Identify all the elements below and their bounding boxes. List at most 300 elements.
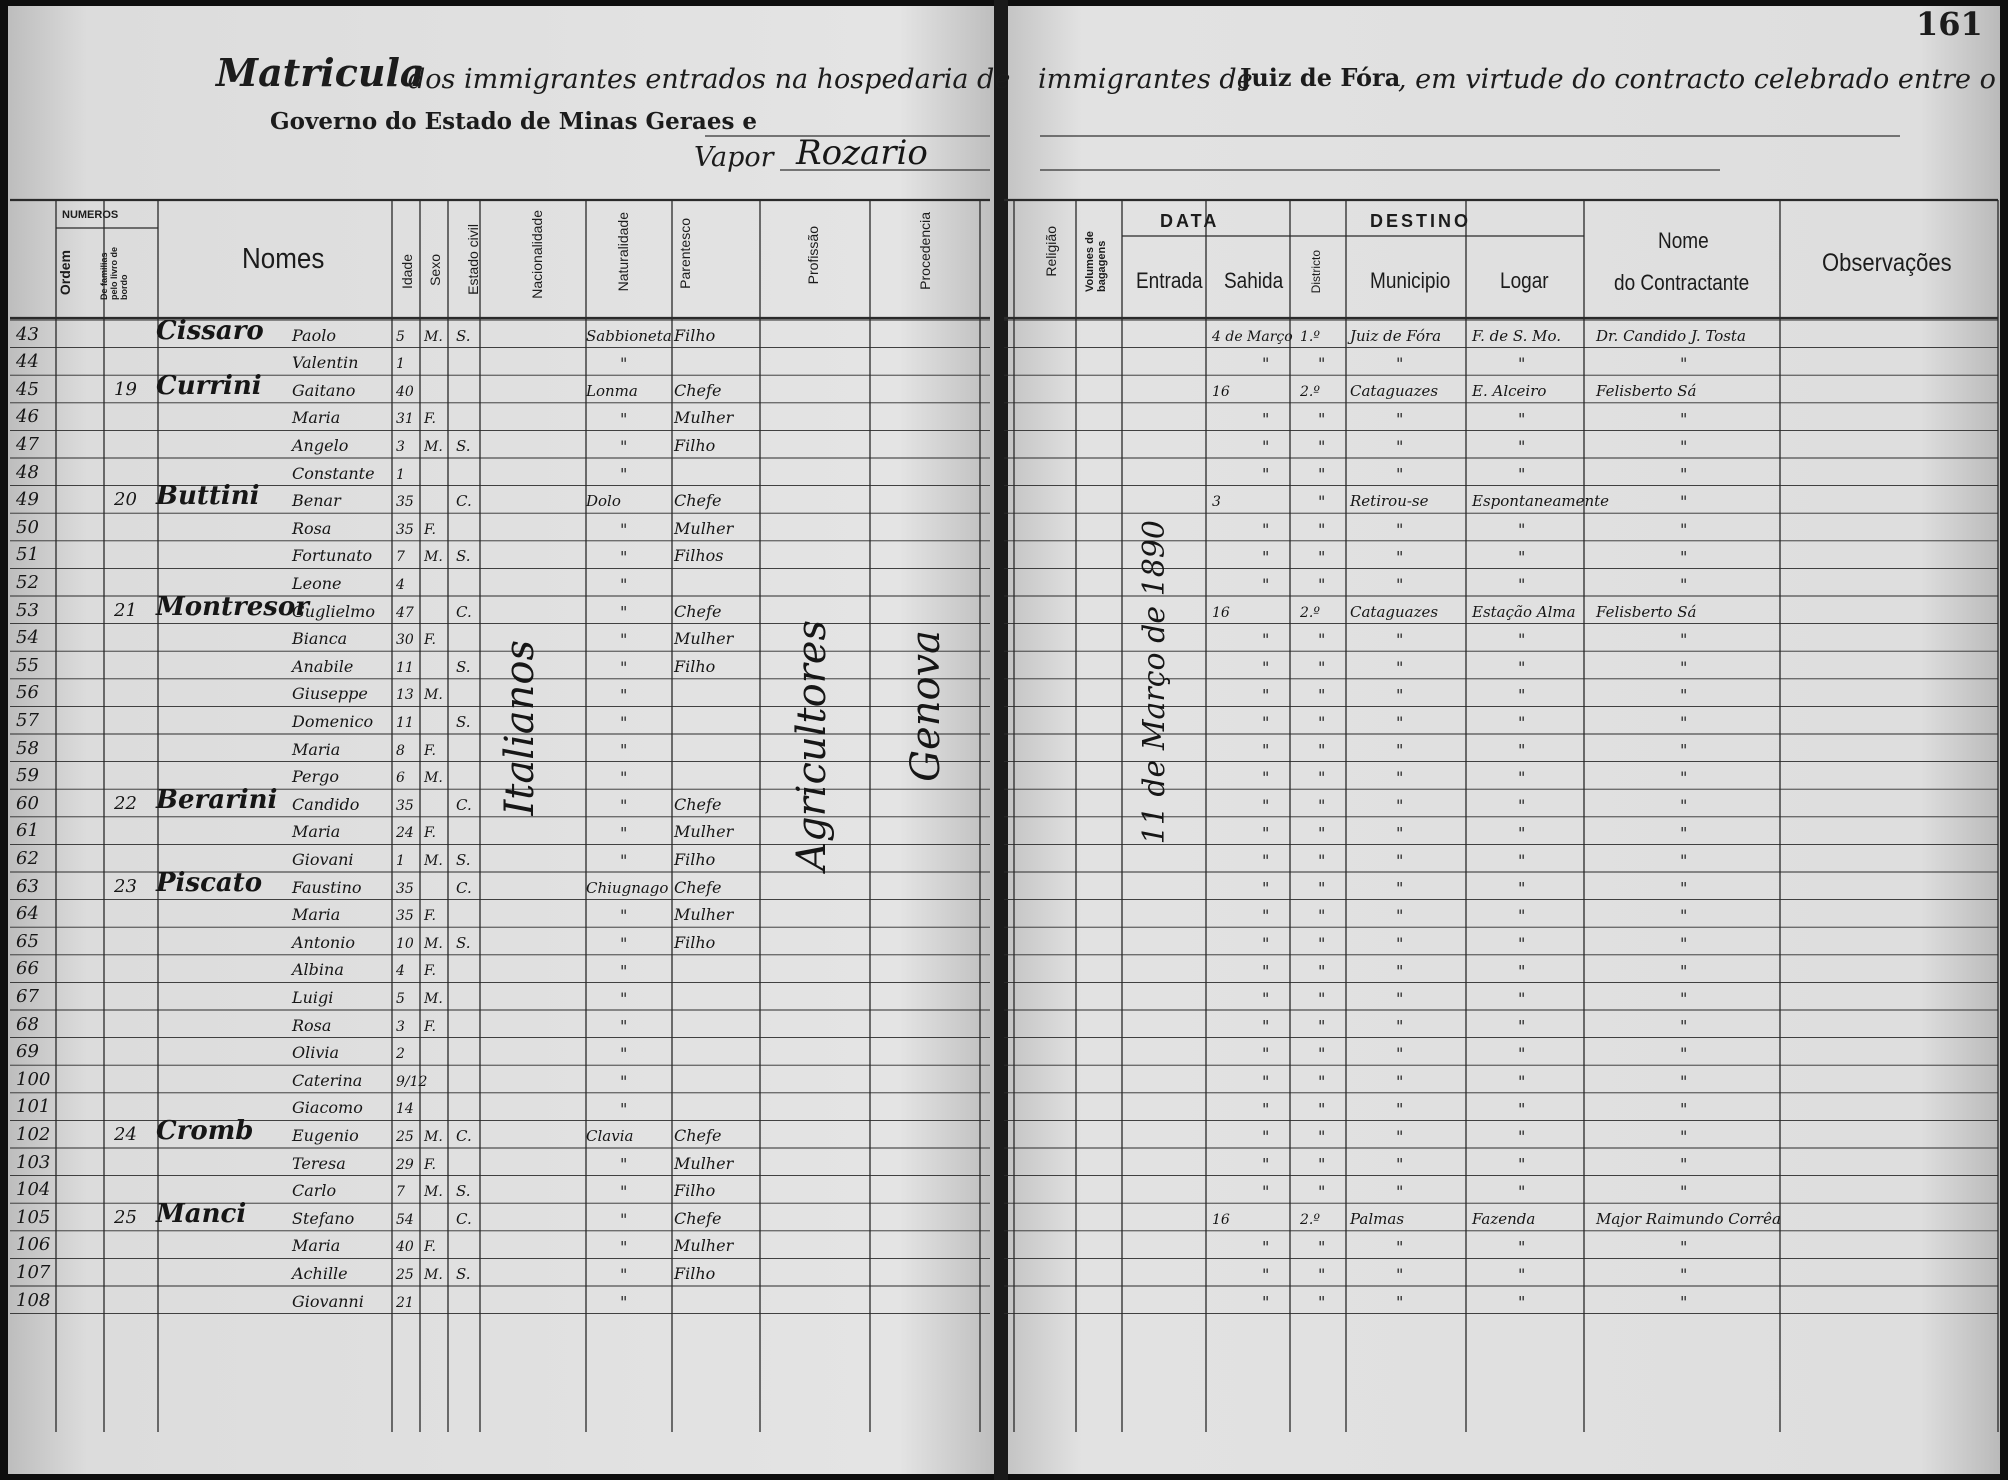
ditto-mark: "	[1518, 851, 1526, 870]
ditto-mark: "	[1318, 768, 1326, 788]
row-ordem: 105	[16, 1206, 51, 1228]
ditto-mark: "	[1262, 1292, 1270, 1312]
ditto-mark: "	[1518, 989, 1526, 1008]
ditto-mark: "	[620, 602, 628, 622]
header-nacionalidade: Nacionalidade	[529, 210, 545, 299]
row-ordem: 50	[16, 516, 39, 538]
row-idade: 1	[396, 853, 405, 869]
row-nome: Maria	[292, 739, 341, 759]
row-nome: Teresa	[292, 1153, 346, 1173]
row-parentesco: Filho	[674, 656, 716, 676]
ditto-mark: "	[1680, 768, 1688, 788]
row-estado: C.	[456, 492, 472, 511]
ditto-mark: "	[1518, 409, 1526, 429]
note-entrada: 11 de Março de 1890	[1137, 520, 1172, 845]
ditto-mark: "	[1262, 933, 1270, 953]
ditto-mark: "	[1262, 768, 1270, 788]
row-contractante: Dr. Candido J. Tosta	[1596, 326, 1746, 345]
ditto-mark: "	[1518, 437, 1526, 456]
ditto-mark: "	[1262, 851, 1270, 870]
row-parentesco: Chefe	[674, 877, 722, 897]
ditto-mark: "	[1318, 464, 1326, 484]
row-nome: Giovani	[292, 850, 354, 869]
row-ordem: 103	[16, 1151, 51, 1173]
ditto-mark: "	[1396, 823, 1404, 843]
row-parentesco: Mulher	[674, 629, 734, 649]
row-idade: 10	[396, 935, 414, 952]
row-ordem: 43	[16, 323, 39, 345]
ditto-mark: "	[1680, 464, 1688, 484]
row-parentesco: Filho	[674, 325, 716, 345]
row-nome: Valentin	[292, 353, 359, 373]
row-nome: Maria	[292, 1236, 341, 1256]
ditto-mark: "	[1396, 1265, 1404, 1284]
ditto-mark: "	[1680, 1127, 1688, 1146]
note-profissao: Agricultores	[789, 620, 835, 871]
row-estado: S.	[456, 1265, 471, 1283]
row-ordem: 47	[16, 434, 39, 455]
row-contractante: Major Raimundo Corrêa	[1596, 1209, 1781, 1228]
ditto-mark: "	[1262, 1127, 1270, 1146]
ditto-mark: "	[1396, 1016, 1404, 1036]
ditto-mark: "	[620, 1292, 628, 1312]
ditto-mark: "	[1262, 547, 1270, 567]
row-ordem: 102	[16, 1124, 51, 1145]
row-sexo: M.	[424, 991, 443, 1007]
ditto-mark: "	[1396, 740, 1404, 760]
ditto-mark: "	[1396, 575, 1404, 594]
row-idade: 5	[396, 991, 405, 1007]
ditto-mark: "	[1262, 713, 1270, 732]
ditto-mark: "	[1680, 1154, 1688, 1174]
ditto-mark: "	[1262, 575, 1270, 594]
row-sexo: M.	[424, 328, 443, 345]
row-parentesco: Mulher	[674, 1236, 734, 1256]
row-ordem: 44	[16, 351, 39, 373]
row-parentesco: Filho	[674, 436, 716, 455]
ditto-mark: "	[1396, 464, 1404, 484]
ditto-mark: "	[1518, 657, 1526, 677]
row-familia: 23	[114, 875, 137, 897]
ditto-mark: "	[1318, 851, 1326, 870]
note-procedencia: Genova	[903, 630, 949, 782]
ditto-mark: "	[1396, 713, 1404, 732]
row-familia: 25	[114, 1206, 137, 1228]
row-parentesco: Filho	[674, 1264, 716, 1283]
header-nome: Nome	[1658, 229, 1709, 254]
row-naturalidade: Sabbioneta	[586, 326, 672, 345]
row-estado: C.	[456, 878, 472, 897]
row-ordem: 53	[16, 599, 39, 621]
row-ordem: 49	[16, 489, 39, 511]
ditto-mark: "	[1262, 1265, 1270, 1284]
ditto-mark: "	[1518, 464, 1526, 484]
row-nome: Bianca	[292, 629, 348, 649]
ditto-mark: "	[1396, 685, 1404, 705]
row-nome: Stefano	[292, 1208, 355, 1228]
header-volumes: Volumes de bagagens	[1084, 231, 1109, 292]
row-sobrenome: Currini	[156, 370, 262, 401]
row-parentesco: Mulher	[674, 905, 734, 925]
ditto-mark: "	[620, 437, 628, 456]
header-observacoes: Observações	[1822, 248, 1952, 277]
row-idade: 5	[396, 328, 405, 345]
ditto-mark: "	[1396, 1154, 1404, 1174]
row-ordem: 65	[16, 930, 39, 952]
row-familia: 20	[114, 489, 137, 511]
row-familia: 19	[114, 378, 137, 400]
row-nome: Guglielmo	[292, 601, 375, 621]
row-idade: 7	[396, 1184, 405, 1201]
ditto-mark: "	[1318, 1237, 1326, 1257]
row-estado: C.	[456, 1127, 472, 1145]
header-profissao: Profissão	[805, 226, 821, 285]
ditto-mark: "	[1318, 1292, 1326, 1312]
row-estado: S.	[456, 437, 471, 455]
ditto-mark: "	[1262, 354, 1270, 374]
row-nome: Rosa	[292, 1015, 332, 1035]
ditto-mark: "	[620, 685, 628, 705]
ditto-mark: "	[620, 1154, 628, 1174]
row-nome: Maria	[292, 905, 341, 925]
ditto-mark: "	[1396, 851, 1404, 870]
ditto-mark: "	[1318, 492, 1326, 512]
ditto-mark: "	[1318, 685, 1326, 705]
ditto-mark: "	[1518, 685, 1526, 705]
row-ordem: 56	[16, 682, 39, 704]
row-nome: Albina	[292, 960, 344, 980]
row-sexo: M.	[424, 1267, 443, 1283]
ditto-mark: "	[1680, 685, 1688, 705]
row-ordem: 57	[16, 710, 39, 731]
header-nomes: Nomes	[242, 241, 325, 275]
row-ordem: 54	[16, 627, 39, 649]
ditto-mark: "	[1262, 989, 1270, 1008]
row-idade: 11	[396, 715, 414, 731]
ditto-mark: "	[1680, 519, 1688, 539]
header-sahida: Sahida	[1224, 269, 1284, 294]
row-idade: 4	[396, 963, 405, 980]
row-ordem: 66	[16, 958, 39, 980]
ditto-mark: "	[1318, 547, 1326, 567]
ditto-mark: "	[620, 795, 628, 815]
row-parentesco: Filho	[674, 932, 716, 952]
ditto-mark: "	[1680, 437, 1688, 456]
header-parentesco: Parentesco	[677, 218, 693, 289]
ditto-mark: "	[1518, 795, 1526, 815]
title-governo: Governo do Estado de Minas Geraes e	[270, 108, 758, 135]
row-familia: 24	[114, 1124, 137, 1145]
row-nome: Carlo	[292, 1181, 337, 1201]
ditto-mark: "	[620, 823, 628, 843]
row-districto: 1.º	[1300, 328, 1320, 345]
row-sexo: M.	[424, 1184, 443, 1201]
row-parentesco: Chefe	[674, 794, 722, 814]
ditto-mark: "	[1396, 547, 1404, 567]
header-estado-civil: Estado civil	[465, 224, 481, 295]
row-nome: Giuseppe	[292, 684, 368, 704]
ditto-mark: "	[1518, 1265, 1526, 1284]
row-idade: 7	[396, 549, 405, 566]
row-estado: C.	[456, 795, 472, 814]
row-nome: Paolo	[292, 325, 336, 345]
ditto-mark: "	[620, 1099, 628, 1119]
row-idade: 1	[396, 356, 405, 373]
row-sexo: M.	[424, 935, 443, 952]
row-municipio: Juiz de Fóra	[1350, 326, 1442, 345]
row-idade: 35	[396, 908, 414, 925]
row-ordem: 67	[16, 986, 39, 1007]
row-estado: S.	[456, 326, 471, 345]
ditto-mark: "	[1518, 519, 1526, 539]
row-ordem: 60	[16, 792, 39, 814]
ditto-mark: "	[1318, 354, 1326, 374]
row-parentesco: Chefe	[674, 601, 722, 621]
header-sexo: Sexo	[427, 254, 443, 286]
row-parentesco: Filho	[674, 850, 716, 869]
ditto-mark: "	[620, 713, 628, 732]
row-idade: 35	[396, 880, 414, 897]
row-nome: Giovanni	[292, 1291, 364, 1311]
ditto-mark: "	[1396, 795, 1404, 815]
row-districto: 2.º	[1300, 383, 1320, 400]
row-sobrenome: Cissaro	[156, 315, 264, 346]
title-matricula: Matricula	[216, 50, 425, 95]
ditto-mark: "	[620, 1182, 628, 1202]
row-idade: 8	[396, 742, 405, 759]
row-ordem: 58	[16, 737, 39, 759]
row-idade: 4	[396, 577, 405, 593]
row-idade: 30	[396, 632, 414, 649]
ditto-mark: "	[1318, 1071, 1326, 1091]
ditto-mark: "	[620, 933, 628, 953]
title-place: Juiz de Fóra	[1240, 63, 1401, 92]
ditto-mark: "	[620, 409, 628, 429]
ditto-mark: "	[1262, 878, 1270, 898]
ditto-mark: "	[1262, 685, 1270, 705]
ditto-mark: "	[1680, 1182, 1688, 1202]
row-nome: Benar	[292, 491, 341, 511]
ditto-mark: "	[1396, 768, 1404, 788]
page-number: 161	[1916, 5, 1983, 43]
ditto-mark: "	[1318, 795, 1326, 815]
row-sexo: M.	[424, 853, 443, 869]
header-contractante: do Contractante	[1614, 271, 1750, 296]
row-districto: 2.º	[1300, 604, 1320, 621]
ditto-mark: "	[620, 547, 628, 567]
row-municipio: Palmas	[1350, 1209, 1405, 1228]
ditto-mark: "	[1518, 1127, 1526, 1146]
ditto-mark: "	[1262, 1099, 1270, 1119]
header-familias: De familias pelo livro de bordo	[99, 246, 129, 300]
row-idade: 25	[396, 1129, 414, 1145]
ditto-mark: "	[1396, 878, 1404, 898]
ditto-mark: "	[1518, 575, 1526, 594]
ditto-mark: "	[1396, 1182, 1404, 1202]
title-right-text-2: , em virtude do contracto celebrado entre o	[1398, 64, 1996, 95]
ditto-mark: "	[1396, 933, 1404, 953]
row-sahida: 16	[1212, 604, 1230, 621]
row-ordem: 51	[16, 544, 39, 566]
row-municipio: Cataguazes	[1350, 381, 1439, 400]
row-estado: S.	[456, 547, 471, 566]
ditto-mark: "	[1396, 1071, 1404, 1091]
ditto-mark: "	[1680, 354, 1688, 374]
ditto-mark: "	[1318, 961, 1326, 981]
row-idade: 3	[396, 1018, 405, 1035]
ditto-mark: "	[1318, 823, 1326, 843]
row-sahida: 4 de Março	[1212, 328, 1293, 345]
row-idade: 6	[396, 770, 405, 787]
ditto-mark: "	[1518, 1016, 1526, 1036]
row-nome: Caterina	[292, 1070, 363, 1090]
ditto-mark: "	[1262, 464, 1270, 484]
row-naturalidade: Dolo	[586, 492, 621, 511]
row-naturalidade: Chiugnago	[586, 878, 669, 897]
ditto-mark: "	[1318, 1154, 1326, 1174]
row-nome: Antonio	[292, 932, 355, 952]
row-sobrenome: Montresor	[156, 591, 309, 622]
ditto-mark: "	[1396, 437, 1404, 456]
ditto-mark: "	[1518, 878, 1526, 898]
row-municipio: Cataguazes	[1350, 602, 1439, 621]
row-idade: 2	[396, 1046, 405, 1063]
row-nome: Olivia	[292, 1043, 340, 1063]
ditto-mark: "	[1680, 1044, 1688, 1064]
ditto-mark: "	[1396, 519, 1404, 539]
row-sexo: F.	[424, 742, 436, 759]
ditto-mark: "	[620, 657, 628, 677]
row-idade: 35	[396, 797, 414, 814]
row-nome: Pergo	[292, 767, 340, 787]
ditto-mark: "	[1396, 1292, 1404, 1312]
row-sexo: F.	[424, 1018, 436, 1035]
ditto-mark: "	[1396, 1127, 1404, 1146]
ditto-mark: "	[1680, 713, 1688, 732]
row-ordem: 45	[16, 378, 39, 400]
ditto-mark: "	[1262, 823, 1270, 843]
ditto-mark: "	[1680, 795, 1688, 815]
ditto-mark: "	[620, 740, 628, 760]
row-sobrenome: Manci	[156, 1198, 247, 1229]
row-sahida: 16	[1212, 383, 1230, 400]
ditto-mark: "	[1262, 1044, 1270, 1064]
ditto-mark: "	[620, 354, 628, 374]
ditto-mark: "	[620, 1237, 628, 1257]
ditto-mark: "	[1318, 519, 1326, 539]
ditto-mark: "	[1396, 989, 1404, 1008]
ditto-mark: "	[1396, 630, 1404, 650]
ditto-mark: "	[1680, 657, 1688, 677]
row-idade: 40	[396, 1239, 414, 1256]
ditto-mark: "	[1318, 1127, 1326, 1146]
ditto-mark: "	[1518, 823, 1526, 843]
vapor-name: Rozario	[796, 133, 928, 173]
row-parentesco: Filhos	[674, 546, 724, 566]
ditto-mark: "	[1262, 906, 1270, 926]
row-idade: 31	[396, 411, 414, 428]
ditto-mark: "	[1262, 1182, 1270, 1202]
row-naturalidade: Lonma	[586, 381, 638, 400]
ditto-mark: "	[1318, 740, 1326, 760]
ditto-mark: "	[1680, 547, 1688, 567]
ditto-mark: "	[1518, 768, 1526, 788]
ditto-mark: "	[1318, 933, 1326, 953]
ditto-mark: "	[1680, 492, 1688, 512]
ditto-mark: "	[1518, 1182, 1526, 1202]
row-ordem: 69	[16, 1041, 39, 1063]
ditto-mark: "	[1396, 657, 1404, 677]
ditto-mark: "	[1318, 437, 1326, 456]
row-sexo: F.	[424, 963, 436, 980]
row-sahida: 16	[1212, 1211, 1230, 1228]
row-sexo: F.	[424, 521, 436, 538]
row-contractante: Felisberto Sá	[1596, 381, 1697, 400]
ditto-mark: "	[1262, 657, 1270, 677]
ditto-mark: "	[1680, 740, 1688, 760]
ditto-mark: "	[1262, 1237, 1270, 1257]
row-sexo: M.	[424, 1129, 443, 1145]
ditto-mark: "	[1318, 1044, 1326, 1064]
ditto-mark: "	[1318, 1099, 1326, 1119]
ditto-mark: "	[1262, 795, 1270, 815]
ditto-mark: "	[1518, 961, 1526, 981]
row-nome: Giacomo	[292, 1098, 363, 1118]
ditto-mark: "	[1318, 630, 1326, 650]
row-ordem: 68	[16, 1013, 39, 1035]
row-ordem: 48	[16, 461, 39, 483]
row-parentesco: Filho	[674, 1181, 716, 1201]
row-nome: Angelo	[292, 436, 349, 455]
row-logar: Espontaneamente	[1472, 492, 1610, 511]
row-sexo: F.	[424, 411, 436, 428]
ditto-mark: "	[1680, 906, 1688, 926]
ditto-mark: "	[1518, 354, 1526, 374]
row-ordem: 61	[16, 820, 39, 842]
row-estado: C.	[456, 1209, 472, 1228]
ditto-mark: "	[1396, 1099, 1404, 1119]
row-ordem: 107	[16, 1262, 51, 1283]
row-sexo: F.	[424, 1239, 436, 1256]
row-nome: Fortunato	[292, 546, 373, 566]
header-municipio: Municipio	[1370, 269, 1451, 294]
ditto-mark: "	[1680, 409, 1688, 429]
row-idade: 24	[396, 825, 414, 842]
ditto-mark: "	[1318, 1182, 1326, 1202]
ditto-mark: "	[1318, 575, 1326, 594]
header-districto: Districto	[1309, 250, 1323, 294]
row-sahida: 3	[1212, 494, 1221, 511]
row-nome: Luigi	[292, 988, 334, 1007]
ditto-mark: "	[1518, 906, 1526, 926]
ditto-mark: "	[620, 989, 628, 1008]
row-sexo: F.	[424, 825, 436, 842]
ditto-mark: "	[1318, 878, 1326, 898]
row-sobrenome: Cromb	[156, 1116, 254, 1146]
ditto-mark: "	[1318, 906, 1326, 926]
row-parentesco: Mulher	[674, 518, 734, 538]
ditto-mark: "	[1518, 630, 1526, 650]
row-familia: 22	[114, 792, 137, 814]
row-idade: 13	[396, 687, 414, 704]
row-nome: Achille	[292, 1264, 348, 1283]
ditto-mark: "	[1680, 933, 1688, 953]
row-idade: 3	[396, 439, 405, 455]
row-idade: 35	[396, 494, 414, 511]
row-ordem: 52	[16, 572, 39, 593]
ditto-mark: "	[1518, 1292, 1526, 1312]
ditto-mark: "	[620, 1265, 628, 1284]
